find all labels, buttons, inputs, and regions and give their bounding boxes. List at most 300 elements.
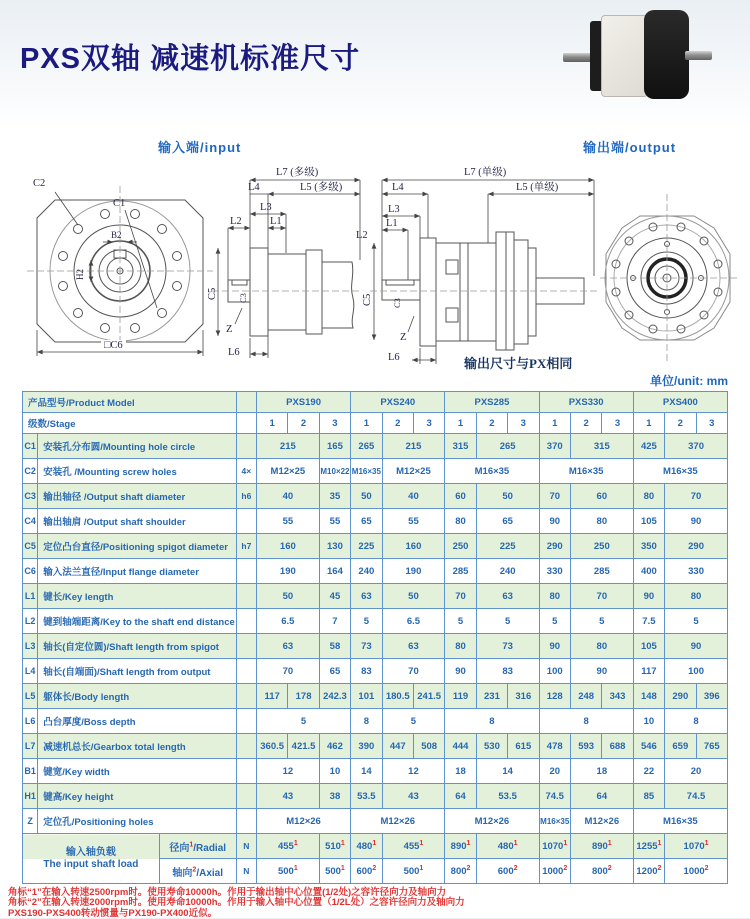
value-cell: 290: [665, 684, 696, 709]
value-cell: 215: [382, 434, 445, 459]
value-cell: 63: [476, 584, 539, 609]
table-row: [23, 709, 728, 734]
stage-number: 2: [288, 413, 319, 434]
value-cell: 90: [445, 659, 476, 684]
input-front-view-drawing: [25, 180, 215, 362]
stage-number: 1: [539, 413, 570, 434]
row-id: C1: [23, 434, 38, 459]
value-cell: 250: [570, 534, 633, 559]
footnote-2: 角标“2”在输入转速2000rpm时。使用寿命10000h。作用于输入轴中心位置（1/2L处）之容许径向力及轴向力: [8, 897, 465, 909]
stage-number: 3: [508, 413, 539, 434]
value-cell: 80: [633, 484, 664, 509]
table-row: [23, 413, 728, 434]
value-cell: 100: [539, 659, 570, 684]
row-name: 输出轴肩 /Output shaft shoulder: [38, 509, 237, 534]
value-cell: 8: [665, 709, 728, 734]
dim-c2: C2: [33, 178, 46, 189]
value-cell: 55: [256, 509, 319, 534]
value-cell: 242.3: [319, 684, 350, 709]
value-cell: 6.5: [256, 609, 319, 634]
row-note: [236, 784, 256, 809]
dim-l1-out: L1: [386, 218, 398, 229]
value-cell: 55: [382, 509, 445, 534]
value-cell: 70: [665, 484, 728, 509]
load-value: $500^1$: [382, 859, 445, 884]
model-header: PXS240: [351, 392, 445, 413]
value-cell: 10: [633, 709, 664, 734]
load-value: 1200$^2$: [633, 859, 664, 884]
row-note: h7: [236, 534, 256, 559]
value-cell: 231: [476, 684, 507, 709]
table-row: [23, 392, 728, 413]
value-cell: 119: [445, 684, 476, 709]
row-name: 减速机总长/Gearbox total length: [38, 734, 237, 759]
value-cell: 80: [445, 509, 476, 534]
value-cell: 370: [665, 434, 728, 459]
photo-output-drum: [644, 10, 689, 99]
value-cell: 165: [319, 434, 350, 459]
load-value: $600^2$: [476, 859, 539, 884]
stage-number: 1: [256, 413, 287, 434]
row-name: 输出轴径 /Output shaft diameter: [38, 484, 237, 509]
product-photo: [563, 6, 713, 104]
table-row: [23, 434, 728, 459]
value-cell: 65: [476, 509, 539, 534]
row-name: 轴长(自端面)/Shaft length from output: [38, 659, 237, 684]
dim-l6: L6: [228, 347, 240, 358]
output-end-label: 输出端/output: [583, 140, 677, 155]
table-row: [23, 559, 728, 584]
dim-c5-out: C5: [362, 293, 373, 306]
dim-l6-out: L6: [388, 352, 400, 363]
value-cell: 425: [633, 434, 664, 459]
value-cell: 508: [413, 734, 444, 759]
value-cell: 18: [445, 759, 476, 784]
value-cell: 225: [351, 534, 382, 559]
value-cell: 5: [570, 609, 633, 634]
value-cell: 360.5: [256, 734, 287, 759]
dim-c1: C1: [113, 198, 126, 209]
value-cell: 50: [256, 584, 319, 609]
value-cell: 240: [351, 559, 382, 584]
row-name: 键宽/Key width: [38, 759, 237, 784]
stage-number: 3: [319, 413, 350, 434]
row-name: 输入法兰直径/Input flange diameter: [38, 559, 237, 584]
table-row: [23, 484, 728, 509]
value-cell: 128: [539, 684, 570, 709]
value-cell: 53.5: [351, 784, 382, 809]
row-note: 4×: [236, 459, 256, 484]
row-name: 键到轴端距离/Key to the shaft end distance: [38, 609, 237, 634]
row-name: 安装孔 /Mounting screw holes: [38, 459, 237, 484]
dim-c5: C5: [207, 287, 218, 300]
photo-right-shaft: [685, 51, 712, 60]
value-cell: 105: [633, 634, 664, 659]
value-cell: 58: [319, 634, 350, 659]
stage-number: 2: [382, 413, 413, 434]
value-cell: 90: [665, 509, 728, 534]
row-id: C3: [23, 484, 38, 509]
load-value: $500^1$: [319, 859, 350, 884]
row-note: [236, 709, 256, 734]
dim-l7-single: L7 (单级): [464, 167, 507, 178]
value-cell: 64: [570, 784, 633, 809]
table-row: [23, 584, 728, 609]
stage-number: 1: [445, 413, 476, 434]
value-cell: 105: [633, 509, 664, 534]
row-id: L3: [23, 634, 38, 659]
value-cell: 70: [539, 484, 570, 509]
load-value: $800^2$: [570, 859, 633, 884]
dim-z-out: Z: [400, 332, 407, 343]
spec-table: [22, 391, 728, 884]
value-cell: M16×35: [351, 459, 382, 484]
row-id: L5: [23, 684, 38, 709]
input-side-view-drawing: [208, 168, 366, 370]
value-cell: 117: [256, 684, 287, 709]
dim-l5-single: L5 (单级): [516, 182, 559, 193]
table-row: [23, 759, 728, 784]
value-cell: 6.5: [382, 609, 445, 634]
row-id: L7: [23, 734, 38, 759]
value-cell: 396: [696, 684, 728, 709]
value-cell: 5: [445, 609, 476, 634]
table-row: [23, 734, 728, 759]
value-cell: 70: [445, 584, 476, 609]
table-row: [23, 809, 728, 834]
value-cell: 22: [633, 759, 664, 784]
value-cell: 5: [665, 609, 728, 634]
dim-b2: B2: [111, 230, 122, 240]
value-cell: 38: [319, 784, 350, 809]
value-cell: 65: [351, 509, 382, 534]
value-cell: 148: [633, 684, 664, 709]
row-note: [236, 734, 256, 759]
stage-number: 1: [633, 413, 664, 434]
input-end-label: 输入端/input: [158, 140, 242, 155]
value-cell: 70: [256, 659, 319, 684]
load-value: 1070$^1$: [665, 834, 728, 859]
value-cell: 315: [570, 434, 633, 459]
value-cell: 7: [319, 609, 350, 634]
value-cell: 80: [665, 584, 728, 609]
value-cell: 90: [665, 634, 728, 659]
dim-l1: L1: [270, 216, 282, 227]
load-value: $500^1$: [256, 859, 319, 884]
stage-number: 1: [351, 413, 382, 434]
output-same-as-px-note: 输出尺寸与PX相同: [464, 356, 573, 371]
value-cell: 180.5: [382, 684, 413, 709]
value-cell: 130: [319, 534, 350, 559]
value-cell: 421.5: [288, 734, 319, 759]
row-note: [236, 659, 256, 684]
value-cell: 12: [382, 759, 445, 784]
photo-gearbox-body: [601, 15, 648, 97]
load-value: $890^1$: [570, 834, 633, 859]
value-cell: 315: [445, 434, 476, 459]
value-cell: 117: [633, 659, 664, 684]
row-name: 定位孔/Positioning holes: [38, 809, 237, 834]
value-cell: 248: [570, 684, 601, 709]
row-id: L1: [23, 584, 38, 609]
value-cell: 63: [256, 634, 319, 659]
row-note: [236, 509, 256, 534]
value-cell: 290: [539, 534, 570, 559]
value-cell: 330: [665, 559, 728, 584]
value-cell: 55: [319, 509, 350, 534]
value-cell: 316: [508, 684, 539, 709]
value-cell: 60: [570, 484, 633, 509]
value-cell: 45: [319, 584, 350, 609]
row-name: 安装孔分布圆/Mounting hole circle: [38, 434, 237, 459]
stage-label: 级数/Stage: [23, 413, 237, 434]
value-cell: 50: [382, 584, 445, 609]
row-id: C5: [23, 534, 38, 559]
value-cell: 164: [319, 559, 350, 584]
value-cell: M16×35: [539, 809, 570, 834]
stage-number: 3: [413, 413, 444, 434]
load-value: $480^1$: [476, 834, 539, 859]
value-cell: M16×35: [539, 459, 633, 484]
value-cell: M16×35: [633, 809, 727, 834]
value-cell: 659: [665, 734, 696, 759]
value-cell: 43: [382, 784, 445, 809]
value-cell: 101: [351, 684, 382, 709]
value-cell: 80: [570, 509, 633, 534]
value-cell: 8: [351, 709, 382, 734]
value-cell: 765: [696, 734, 728, 759]
value-cell: 40: [382, 484, 445, 509]
value-cell: 20: [539, 759, 570, 784]
row-note: [236, 634, 256, 659]
table-row: [23, 609, 728, 634]
value-cell: 240: [476, 559, 539, 584]
value-cell: M12×26: [256, 809, 350, 834]
value-cell: M12×25: [382, 459, 445, 484]
value-cell: 546: [633, 734, 664, 759]
value-cell: 83: [476, 659, 539, 684]
value-cell: 43: [256, 784, 319, 809]
footnote-3: PXS190-PXS400转动惯量与PX190-PX400近似。: [8, 907, 218, 919]
value-cell: 35: [319, 484, 350, 509]
value-cell: 40: [256, 484, 319, 509]
row-name: 键长/Key length: [38, 584, 237, 609]
table-row: [23, 834, 728, 859]
row-note: [236, 559, 256, 584]
row-id: L4: [23, 659, 38, 684]
value-cell: 70: [570, 584, 633, 609]
value-cell: M12×26: [351, 809, 445, 834]
value-cell: 478: [539, 734, 570, 759]
note-header-cell: [236, 392, 256, 413]
value-cell: 330: [539, 559, 570, 584]
dim-l4: L4: [248, 182, 260, 193]
load-value: $480^1$: [351, 834, 382, 859]
dim-l2-out: L2: [356, 230, 368, 241]
footnotes: [8, 888, 465, 919]
load-value: $455^1$: [256, 834, 319, 859]
value-cell: 80: [445, 634, 476, 659]
value-cell: 80: [539, 584, 570, 609]
load-unit: N: [236, 834, 256, 859]
value-cell: 50: [476, 484, 539, 509]
value-cell: M12×26: [445, 809, 539, 834]
table-row: [23, 534, 728, 559]
dim-c3: C3: [238, 293, 248, 303]
row-id: L6: [23, 709, 38, 734]
value-cell: M10×22: [319, 459, 350, 484]
value-cell: 462: [319, 734, 350, 759]
table-row: [23, 459, 728, 484]
value-cell: 12: [256, 759, 319, 784]
load-row-label: 轴向$^2$/Axial: [159, 859, 236, 884]
table-row: [23, 634, 728, 659]
model-header: PXS190: [256, 392, 350, 413]
value-cell: 250: [445, 534, 476, 559]
value-cell: 10: [319, 759, 350, 784]
value-cell: 60: [445, 484, 476, 509]
value-cell: 70: [382, 659, 445, 684]
dim-h2: H2: [75, 269, 85, 280]
stage-number: 3: [602, 413, 633, 434]
row-note: [236, 759, 256, 784]
value-cell: 7.5: [633, 609, 664, 634]
dim-l5-multi: L5 (多级): [300, 182, 343, 193]
value-cell: 65: [319, 659, 350, 684]
load-value: 1000$^2$: [539, 859, 570, 884]
value-cell: 343: [602, 684, 633, 709]
value-cell: 265: [476, 434, 539, 459]
model-header: PXS400: [633, 392, 727, 413]
stage-number: 2: [570, 413, 601, 434]
row-id: L2: [23, 609, 38, 634]
note-header-cell: [236, 413, 256, 434]
value-cell: 225: [476, 534, 539, 559]
value-cell: 400: [633, 559, 664, 584]
value-cell: 63: [351, 584, 382, 609]
row-id: H1: [23, 784, 38, 809]
table-row: [23, 684, 728, 709]
dim-c6: □C6: [101, 340, 126, 351]
value-cell: 53.5: [476, 784, 539, 809]
row-name: 躯体长/Body length: [38, 684, 237, 709]
stage-number: 2: [665, 413, 696, 434]
value-cell: 14: [351, 759, 382, 784]
row-name: 轴长(自定位圆)/Shaft length from spigot: [38, 634, 237, 659]
row-name: 定位凸台直径/Positioning spigot diameter: [38, 534, 237, 559]
value-cell: 530: [476, 734, 507, 759]
dim-l3: L3: [260, 202, 272, 213]
dim-c3-out: C3: [392, 298, 402, 308]
value-cell: 90: [633, 584, 664, 609]
value-cell: 390: [351, 734, 382, 759]
value-cell: 370: [539, 434, 570, 459]
value-cell: 18: [570, 759, 633, 784]
value-cell: 5: [539, 609, 570, 634]
row-id: C4: [23, 509, 38, 534]
rear-view-svg: [600, 192, 738, 366]
row-id: C6: [23, 559, 38, 584]
value-cell: 5: [351, 609, 382, 634]
value-cell: 285: [570, 559, 633, 584]
value-cell: 73: [351, 634, 382, 659]
value-cell: 178: [288, 684, 319, 709]
row-id: Z: [23, 809, 38, 834]
value-cell: M12×25: [256, 459, 319, 484]
output-side-view-drawing: [356, 167, 610, 373]
load-label: 输入轴负载 The input shaft load: [23, 834, 160, 884]
value-cell: 688: [602, 734, 633, 759]
table-row: [23, 659, 728, 684]
row-id: C2: [23, 459, 38, 484]
value-cell: 85: [633, 784, 664, 809]
value-cell: 190: [256, 559, 319, 584]
value-cell: 215: [256, 434, 319, 459]
load-value: $510^1$: [319, 834, 350, 859]
value-cell: 74.5: [539, 784, 570, 809]
load-value: $455^1$: [382, 834, 445, 859]
value-cell: 241.5: [413, 684, 444, 709]
value-cell: 20: [665, 759, 728, 784]
row-note: [236, 684, 256, 709]
value-cell: M12×26: [570, 809, 633, 834]
product-model-header: 产品型号/Product Model: [23, 392, 237, 413]
stage-number: 3: [696, 413, 728, 434]
dim-l7-multi: L7 (多级): [276, 167, 319, 178]
dim-l2: L2: [230, 216, 242, 227]
load-row-label: 径向$^1$/Radial: [159, 834, 236, 859]
value-cell: 14: [476, 759, 539, 784]
dim-l4-out: L4: [392, 182, 404, 193]
value-cell: 90: [539, 634, 570, 659]
unit-label: 单位/unit: mm: [650, 374, 728, 388]
table-row: [23, 509, 728, 534]
value-cell: 63: [382, 634, 445, 659]
value-cell: M16×35: [633, 459, 727, 484]
value-cell: 5: [476, 609, 539, 634]
load-value: 1255$^1$: [633, 834, 664, 859]
value-cell: 265: [351, 434, 382, 459]
value-cell: 290: [665, 534, 728, 559]
value-cell: 90: [570, 659, 633, 684]
input-side-svg: [208, 168, 366, 370]
model-header: PXS330: [539, 392, 633, 413]
row-name: 凸台厚度/Boss depth: [38, 709, 237, 734]
value-cell: 615: [508, 734, 539, 759]
page-title: PXS双轴 减速机标准尺寸: [20, 43, 361, 75]
footnote-1: 角标“1”在输入转速2500rpm时。使用寿命10000h。作用于输出轴中心位置(1/2处)之容许径向力及轴向力: [8, 887, 447, 898]
value-cell: 190: [382, 559, 445, 584]
model-header: PXS285: [445, 392, 539, 413]
value-cell: 160: [256, 534, 319, 559]
table-row: [23, 784, 728, 809]
value-cell: 8: [539, 709, 633, 734]
value-cell: 593: [570, 734, 601, 759]
value-cell: 447: [382, 734, 413, 759]
load-value: $890^1$: [445, 834, 476, 859]
value-cell: 5: [382, 709, 445, 734]
stage-number: 2: [476, 413, 507, 434]
value-cell: 50: [351, 484, 382, 509]
value-cell: 73: [476, 634, 539, 659]
row-note: [236, 609, 256, 634]
row-id: B1: [23, 759, 38, 784]
value-cell: 160: [382, 534, 445, 559]
output-rear-view-drawing: [600, 192, 738, 366]
value-cell: 74.5: [665, 784, 728, 809]
value-cell: 444: [445, 734, 476, 759]
value-cell: M16×35: [445, 459, 539, 484]
